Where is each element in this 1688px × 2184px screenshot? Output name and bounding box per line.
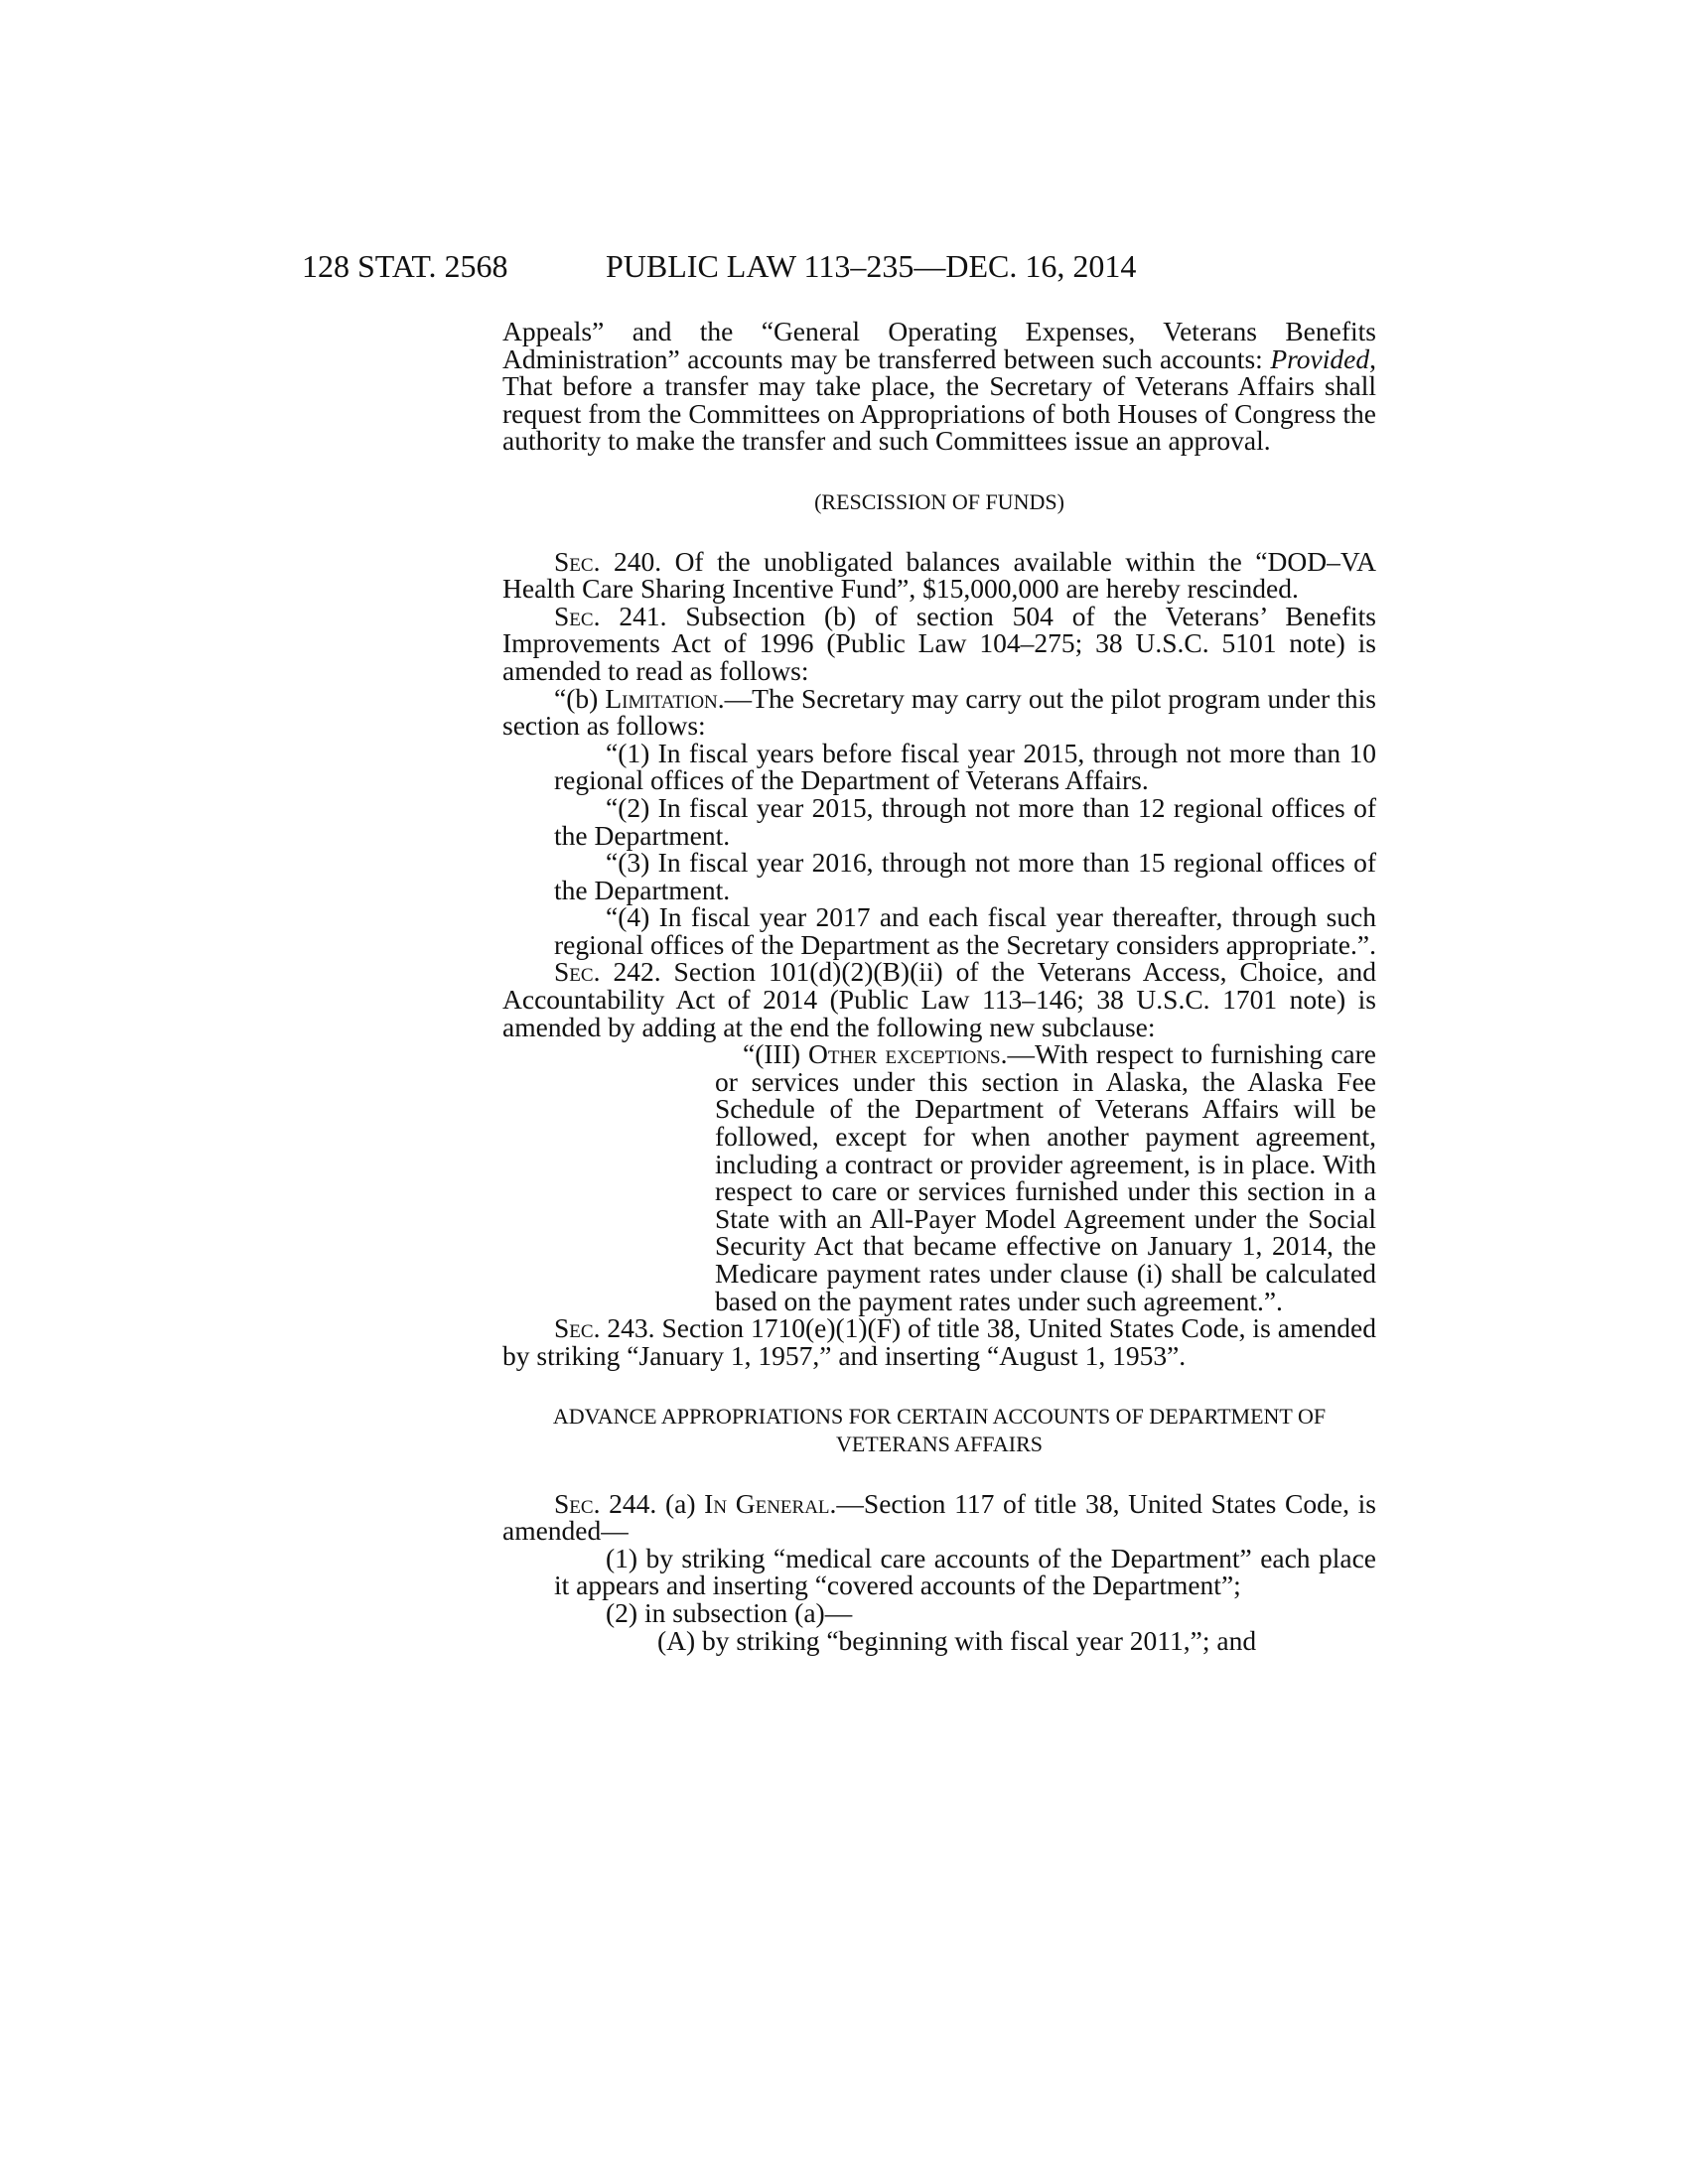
text-span: 240. Of the unobligated balances available within the “DOD–VA Health Care Sharing Incentive Fund”, $15,000,000 are hereby rescinded.	[502, 545, 1376, 605]
sec-label: Sec.	[554, 600, 601, 631]
section-240	[502, 545, 1376, 605]
text-span: .—The Secretary may carry out the pilot program under this section as follows:	[502, 682, 1376, 742]
subclause-iii	[502, 1040, 1376, 1314]
text-span: “(III)	[743, 1038, 809, 1070]
text-span: , That before a transfer may take place, the Secretary of Veterans Affairs shall request from the Committees on Appropriations of both Houses of Congress the authority to make the transfer and such Committees issue an approval.	[502, 342, 1376, 457]
list-item: (1) by striking “medical care accounts of the Department” each place it appears and inserting “covered accounts of the Department”;	[554, 1542, 1376, 1601]
list-item: “(3) In fiscal year 2016, through not more than 15 regional offices of the Department.	[554, 847, 1376, 905]
text-span: “(b)	[554, 682, 606, 714]
list-item: “(1) In fiscal years before fiscal year 2015, through not more than 10 regional offices of the Department of Veterans Affairs.	[554, 737, 1376, 796]
text-span: 243. Section 1710(e)(1)(F) of title 38, United States Code, is amended by striking “January 1, 1957,” and inserting “August 1, 1953”.	[502, 1312, 1376, 1371]
text-span: 242. Section 101(d)(2)(B)(ii) of the Veterans Access, Choice, and Accountability Act of 2014 (Public Law 113–146; 38 U.S.C. 1701 note) is amended by adding at the end the following new subclause:	[502, 956, 1376, 1042]
list-item: (A) by striking “beginning with fiscal year 2011,”; and	[657, 1624, 1257, 1656]
section-241	[502, 600, 1376, 686]
heading-advance-appropriations: ADVANCE APPROPRIATIONS FOR CERTAIN ACCOUNTS OF DEPARTMENT OF VETERANS AFFAIRS	[552, 1404, 1327, 1456]
sec-label: Sec.	[554, 1487, 601, 1519]
sec-label: Sec.	[554, 1312, 601, 1344]
text-span: Appeals” and the “General Operating Expenses, Veterans Benefits Administration” accounts may be transferred between such accounts:	[502, 316, 1376, 374]
text-span: 244. (a)	[600, 1487, 705, 1519]
sec-label: Sec.	[554, 545, 601, 577]
provided-italic: Provided	[1270, 342, 1370, 374]
subsection-label: In General	[704, 1487, 830, 1519]
section-243	[502, 1314, 1376, 1369]
subclause-label: Other exceptions	[808, 1038, 1001, 1070]
list-item: “(4) In fiscal year 2017 and each fiscal year thereafter, through such regional offices of the Department as the Secretary considers appropriate.”.	[554, 901, 1376, 960]
text-span: .—Section 117 of title 38, United States Code, is amended—	[502, 1487, 1376, 1547]
list-item: (2) in subsection (a)—	[606, 1596, 853, 1628]
subsection-label: Limitation	[605, 682, 718, 714]
heading-rescission: (RESCISSION OF FUNDS)	[814, 488, 1064, 514]
statute-citation: 128 STAT. 2568	[302, 248, 508, 284]
section-244	[502, 1487, 1376, 1547]
text-span: 241. Subsection (b) of section 504 of the Veterans’ Benefits Improvements Act of 1996 (Public Law 104–275; 38 U.S.C. 5101 note) is amended to read as follows:	[502, 600, 1376, 686]
paragraph-transfer	[502, 318, 1376, 455]
section-242	[502, 958, 1376, 1040]
text-span: .—With respect to furnishing care or services under this section in Alaska, the Alaska Fee Schedule of the Department of Veterans Affairs will be followed, except for when another payment agreement, including a contract or provider agreement, is in place. With respect to care or services furnished under this section in a State with an All-Payer Model Agreement under the Social Security Act that became effective on January 1, 2014, the Medicare payment rates under clause (i) shall be calculated based on the payment rates under such agreement.”.	[715, 1038, 1376, 1316]
sec-label: Sec.	[554, 956, 601, 988]
subsection-b	[502, 682, 1376, 742]
page-title: PUBLIC LAW 113–235—DEC. 16, 2014	[606, 248, 1137, 284]
document-body	[502, 318, 1376, 1654]
list-item: “(2) In fiscal year 2015, through not more than 12 regional offices of the Department.	[554, 791, 1376, 851]
